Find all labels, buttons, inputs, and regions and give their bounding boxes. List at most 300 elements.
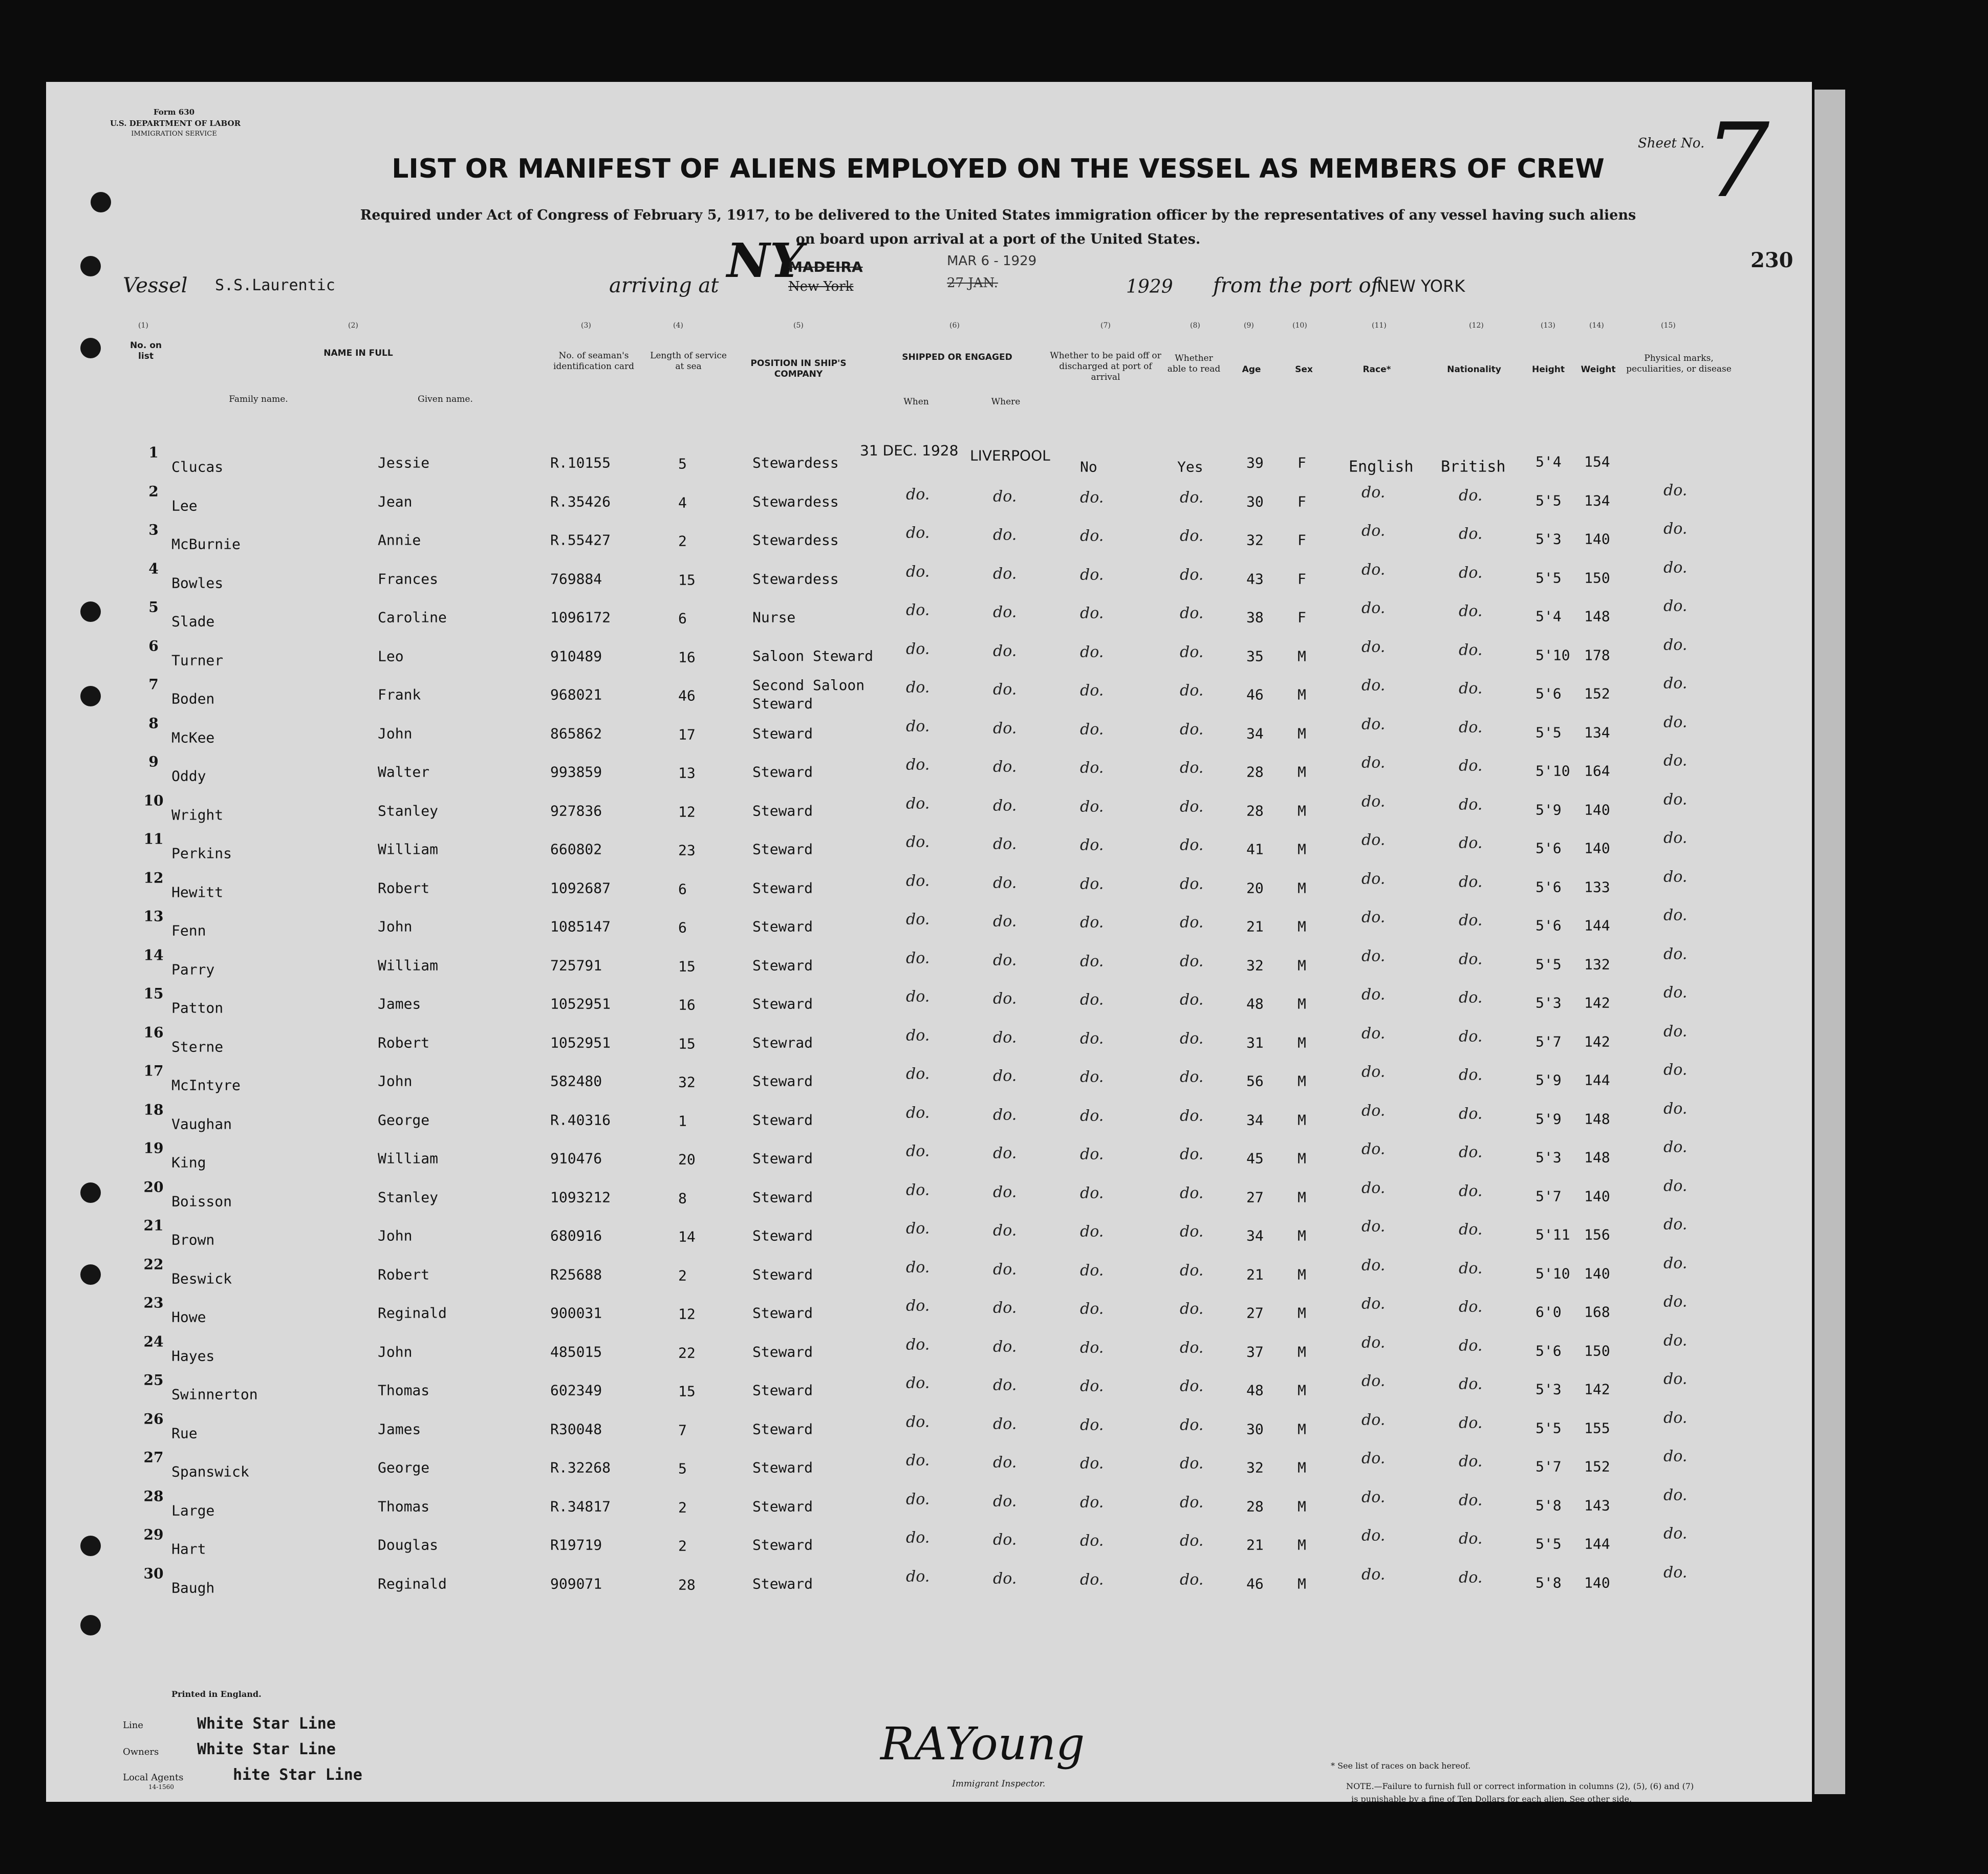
ditto-when: do. bbox=[906, 640, 930, 658]
weight: 142 bbox=[1584, 1033, 1610, 1050]
ditto-when: do. bbox=[906, 949, 930, 967]
row-number: 24 bbox=[143, 1333, 164, 1350]
weight: 140 bbox=[1584, 1574, 1610, 1591]
ditto-where: do. bbox=[993, 487, 1017, 505]
ditto-race: do. bbox=[1362, 753, 1386, 772]
ditto-when: do. bbox=[906, 833, 930, 851]
position-in-company: Saloon Steward bbox=[752, 647, 874, 664]
height: 5'5 bbox=[1536, 724, 1562, 741]
height: 5'10 bbox=[1536, 647, 1570, 663]
height: 5'8 bbox=[1536, 1574, 1562, 1591]
ditto-race: do. bbox=[1362, 1333, 1386, 1351]
family-name: McKee bbox=[171, 729, 215, 746]
ditto-nationality: do. bbox=[1459, 1375, 1483, 1393]
height: 5'11 bbox=[1536, 1226, 1570, 1243]
age: 48 bbox=[1246, 995, 1264, 1013]
arriving-label: arriving at bbox=[609, 274, 719, 297]
ditto-where: do. bbox=[993, 680, 1017, 699]
punch-hole bbox=[80, 1615, 101, 1635]
family-name: Bowles bbox=[171, 574, 224, 591]
weight: 144 bbox=[1584, 1535, 1610, 1553]
height: 5'3 bbox=[1536, 1149, 1562, 1166]
ditto-race: do. bbox=[1362, 1526, 1386, 1545]
family-name: Rue bbox=[171, 1425, 198, 1441]
weight: 155 bbox=[1584, 1419, 1610, 1436]
family-name: Lee bbox=[171, 497, 198, 514]
ditto-nationality: do. bbox=[1459, 486, 1483, 504]
ditto-read: do. bbox=[1180, 1029, 1204, 1047]
family-name: McIntyre bbox=[171, 1076, 241, 1094]
sex: F bbox=[1298, 570, 1306, 587]
col-num: (5) bbox=[793, 321, 804, 330]
ditto-where: do. bbox=[993, 719, 1017, 737]
row-number: 6 bbox=[148, 637, 159, 654]
ditto-when: do. bbox=[906, 756, 930, 774]
ditto-when: do. bbox=[906, 872, 930, 890]
given-name: Stanley bbox=[378, 802, 439, 819]
length-of-service: 2 bbox=[678, 1267, 687, 1284]
id-card-number: 1085147 bbox=[550, 918, 611, 935]
ditto-physical-marks: do. bbox=[1663, 1409, 1688, 1427]
ditto-when: do. bbox=[906, 524, 930, 542]
id-card-number: 1052951 bbox=[550, 1034, 611, 1051]
ditto-race: do. bbox=[1362, 1411, 1386, 1429]
given-name: Douglas bbox=[378, 1536, 439, 1554]
weight: 148 bbox=[1584, 608, 1610, 625]
arriving-struck-madeira: MADEIRA bbox=[788, 259, 863, 275]
ditto-paid-off: do. bbox=[1080, 798, 1104, 815]
position-in-company: Stewardess bbox=[752, 454, 839, 471]
row-number: 9 bbox=[148, 753, 159, 770]
given-name: Leo bbox=[378, 648, 404, 664]
punch-hole bbox=[80, 1536, 101, 1556]
row1-where: LIVERPOOL bbox=[970, 447, 1050, 464]
row-number: 22 bbox=[143, 1256, 164, 1273]
position-in-company: Steward bbox=[752, 1382, 813, 1399]
length-of-service: 2 bbox=[678, 1537, 687, 1555]
id-card-number: 1096172 bbox=[550, 609, 611, 626]
sex: M bbox=[1298, 1304, 1306, 1322]
ditto-when: do. bbox=[906, 1219, 930, 1238]
family-name: Boden bbox=[171, 690, 215, 707]
sex: M bbox=[1298, 1227, 1306, 1244]
id-card-number: 910489 bbox=[550, 648, 602, 664]
header-age: Age bbox=[1242, 364, 1261, 375]
length-of-service: 5 bbox=[678, 1460, 687, 1477]
weight: 134 bbox=[1584, 492, 1610, 509]
from-port-label: from the port of bbox=[1213, 274, 1379, 297]
length-of-service: 12 bbox=[678, 1305, 696, 1323]
ditto-read: do. bbox=[1180, 1570, 1204, 1588]
ditto-where: do. bbox=[993, 1299, 1017, 1317]
col-num: (9) bbox=[1244, 321, 1254, 330]
header-family-name: Family name. bbox=[229, 394, 288, 404]
given-name: Reginald bbox=[378, 1304, 447, 1322]
ditto-read: do. bbox=[1180, 1261, 1204, 1279]
height: 5'3 bbox=[1536, 1381, 1562, 1398]
ditto-race: do. bbox=[1362, 1256, 1386, 1274]
age: 56 bbox=[1246, 1072, 1264, 1090]
id-card-number: 725791 bbox=[550, 957, 602, 974]
position-in-company: Steward bbox=[752, 841, 813, 858]
weight: 152 bbox=[1584, 1458, 1610, 1475]
id-card-number: R.32268 bbox=[550, 1459, 611, 1476]
length-of-service: 1 bbox=[678, 1112, 687, 1129]
weight: 150 bbox=[1584, 569, 1610, 586]
family-name: Fenn bbox=[171, 922, 206, 939]
sex: M bbox=[1298, 1382, 1306, 1399]
position-in-company: Steward bbox=[752, 879, 813, 896]
family-name: Large bbox=[171, 1502, 215, 1519]
row1-race: English bbox=[1349, 458, 1414, 476]
row-number: 15 bbox=[143, 985, 164, 1002]
ditto-physical-marks: do. bbox=[1663, 520, 1688, 538]
row1-read: Yes bbox=[1177, 458, 1203, 476]
ditto-paid-off: do. bbox=[1080, 1570, 1104, 1588]
age: 28 bbox=[1246, 1498, 1264, 1515]
sex: M bbox=[1298, 879, 1306, 896]
races-note: * See list of races on back hereof. bbox=[1331, 1761, 1471, 1771]
col-num: (13) bbox=[1541, 321, 1555, 330]
id-card-number: 602349 bbox=[550, 1382, 602, 1399]
ditto-physical-marks: do. bbox=[1663, 1486, 1688, 1504]
ditto-where: do. bbox=[993, 1221, 1017, 1240]
form-title: LIST OR MANIFEST OF ALIENS EMPLOYED ON THE VESSEL AS MEMBERS OF CREW bbox=[392, 154, 1605, 184]
arriving-struck-newyork: New York bbox=[788, 279, 854, 294]
ditto-nationality: do. bbox=[1459, 1182, 1483, 1200]
header-weight: Weight bbox=[1581, 364, 1616, 375]
length-of-service: 8 bbox=[678, 1190, 687, 1207]
length-of-service: 7 bbox=[678, 1421, 687, 1438]
length-of-service: 16 bbox=[678, 649, 696, 665]
age: 28 bbox=[1246, 763, 1264, 781]
weight: 142 bbox=[1584, 1381, 1610, 1398]
given-name: Jean bbox=[378, 493, 413, 510]
given-name: Robert bbox=[378, 1034, 430, 1051]
ditto-race: do. bbox=[1362, 870, 1386, 888]
position-in-company: Steward bbox=[752, 1575, 813, 1592]
sex: F bbox=[1298, 609, 1306, 626]
weight: 150 bbox=[1584, 1342, 1610, 1359]
ditto-physical-marks: do. bbox=[1663, 481, 1688, 499]
ditto-physical-marks: do. bbox=[1663, 713, 1688, 731]
date-stamp: MAR 6 - 1929 bbox=[947, 253, 1037, 269]
height: 5'9 bbox=[1536, 801, 1562, 818]
ditto-when: do. bbox=[906, 1490, 930, 1508]
length-of-service: 23 bbox=[678, 842, 696, 859]
length-of-service: 6 bbox=[678, 880, 687, 897]
given-name: Jessie bbox=[378, 454, 430, 471]
row-number: 1 bbox=[148, 444, 159, 461]
service-label: IMMIGRATION SERVICE bbox=[131, 130, 217, 138]
ditto-read: do. bbox=[1180, 643, 1204, 661]
ditto-paid-off: do. bbox=[1080, 604, 1104, 622]
age: 21 bbox=[1246, 1266, 1264, 1283]
ditto-physical-marks: do. bbox=[1663, 558, 1688, 576]
height: 5'6 bbox=[1536, 1342, 1562, 1359]
ditto-where: do. bbox=[993, 1453, 1017, 1472]
ditto-read: do. bbox=[1180, 798, 1204, 815]
height: 5'4 bbox=[1536, 608, 1562, 625]
id-card-number: 1093212 bbox=[550, 1189, 611, 1205]
line-value: White Star Line bbox=[197, 1715, 336, 1733]
given-name: John bbox=[378, 1227, 413, 1244]
given-name: George bbox=[378, 1459, 430, 1476]
id-card-number: R.10155 bbox=[550, 454, 611, 471]
weight: 148 bbox=[1584, 1110, 1610, 1127]
ditto-when: do. bbox=[906, 717, 930, 735]
id-card-number: 582480 bbox=[550, 1072, 602, 1090]
ditto-when: do. bbox=[906, 1142, 930, 1160]
sex: M bbox=[1298, 725, 1306, 742]
given-name: Annie bbox=[378, 531, 421, 549]
ditto-paid-off: do. bbox=[1080, 643, 1104, 661]
row-number: 26 bbox=[143, 1410, 164, 1427]
id-card-number: R30048 bbox=[550, 1420, 602, 1437]
ditto-paid-off: do. bbox=[1080, 1377, 1104, 1395]
ditto-paid-off: do. bbox=[1080, 566, 1104, 584]
ditto-nationality: do. bbox=[1459, 757, 1483, 775]
inspector-label: Immigrant Inspector. bbox=[952, 1779, 1046, 1789]
family-name: Turner bbox=[171, 652, 224, 669]
ditto-race: do. bbox=[1362, 792, 1386, 810]
position-in-company: Steward bbox=[752, 1420, 813, 1437]
age: 43 bbox=[1246, 570, 1264, 587]
position-in-company: Stewrad bbox=[752, 1034, 813, 1051]
ditto-nationality: do. bbox=[1459, 1491, 1483, 1509]
vessel-name: S.S.Laurentic bbox=[215, 276, 335, 294]
id-card-number: 927836 bbox=[550, 802, 602, 819]
ditto-when: do. bbox=[906, 987, 930, 1006]
ditto-when: do. bbox=[906, 1297, 930, 1315]
sex: M bbox=[1298, 763, 1306, 781]
family-name: Boisson bbox=[171, 1193, 232, 1210]
date-struck: 27 JAN. bbox=[947, 275, 998, 291]
sex: F bbox=[1298, 454, 1306, 471]
position-in-company: Steward bbox=[752, 1189, 813, 1205]
header-shipped-engaged: SHIPPED OR ENGAGED bbox=[902, 352, 1012, 362]
age: 37 bbox=[1246, 1343, 1264, 1360]
age: 21 bbox=[1246, 918, 1264, 935]
ditto-where: do. bbox=[993, 1260, 1017, 1278]
row-number: 10 bbox=[143, 792, 164, 809]
ditto-race: do. bbox=[1362, 1217, 1386, 1236]
given-name: John bbox=[378, 918, 413, 935]
length-of-service: 17 bbox=[678, 726, 696, 743]
ditto-where: do. bbox=[993, 1067, 1017, 1085]
ditto-race: do. bbox=[1362, 947, 1386, 965]
length-of-service: 6 bbox=[678, 919, 687, 936]
fine-note-line1: NOTE.—Failure to furnish full or correct information in columns (2), (5), (6) and (7) bbox=[1346, 1781, 1694, 1791]
weight: 140 bbox=[1584, 801, 1610, 818]
id-card-number: R25688 bbox=[550, 1266, 602, 1283]
age: 28 bbox=[1246, 802, 1264, 819]
ditto-physical-marks: do. bbox=[1663, 1293, 1688, 1311]
ditto-nationality: do. bbox=[1459, 988, 1483, 1007]
ditto-paid-off: do. bbox=[1080, 913, 1104, 932]
ditto-when: do. bbox=[906, 1181, 930, 1199]
row-number: 16 bbox=[143, 1024, 164, 1041]
header-id-card: No. of seaman's identification card bbox=[553, 351, 635, 372]
id-card-number: R.55427 bbox=[550, 531, 611, 549]
given-name: William bbox=[378, 841, 439, 858]
length-of-service: 16 bbox=[678, 996, 696, 1014]
ditto-nationality: do. bbox=[1459, 718, 1483, 736]
ditto-when: do. bbox=[906, 1413, 930, 1431]
id-card-number: R.40316 bbox=[550, 1111, 611, 1128]
row-number: 3 bbox=[148, 521, 159, 538]
ditto-where: do. bbox=[993, 642, 1017, 660]
owners-value: White Star Line bbox=[197, 1740, 336, 1758]
ditto-physical-marks: do. bbox=[1663, 945, 1688, 963]
ditto-where: do. bbox=[993, 758, 1017, 776]
ditto-read: do. bbox=[1180, 836, 1204, 854]
ditto-when: do. bbox=[906, 1026, 930, 1044]
punch-hole bbox=[80, 1182, 101, 1203]
ditto-read: do. bbox=[1180, 488, 1204, 506]
height: 5'9 bbox=[1536, 1110, 1562, 1127]
ditto-physical-marks: do. bbox=[1663, 751, 1688, 770]
ditto-read: do. bbox=[1180, 1454, 1204, 1473]
ditto-paid-off: do. bbox=[1080, 759, 1104, 777]
ditto-read: do. bbox=[1180, 1416, 1204, 1434]
family-name: Beswick bbox=[171, 1270, 232, 1287]
sex: M bbox=[1298, 648, 1306, 664]
row-number: 21 bbox=[143, 1217, 164, 1234]
ditto-nationality: do. bbox=[1459, 679, 1483, 698]
age: 41 bbox=[1246, 841, 1264, 858]
position-in-company: Steward bbox=[752, 1536, 813, 1554]
position-in-company: Steward bbox=[752, 1150, 813, 1167]
col-num: (7) bbox=[1100, 321, 1111, 330]
ditto-read: do. bbox=[1180, 1107, 1204, 1125]
row-number: 5 bbox=[148, 598, 159, 616]
given-name: James bbox=[378, 1420, 421, 1437]
ditto-physical-marks: do. bbox=[1663, 790, 1688, 808]
length-of-service: 2 bbox=[678, 532, 687, 550]
ditto-paid-off: do. bbox=[1080, 875, 1104, 893]
given-name: Frances bbox=[378, 570, 439, 587]
row1-paid-off: No bbox=[1080, 458, 1097, 476]
ditto-race: do. bbox=[1362, 1295, 1386, 1313]
id-card-number: 769884 bbox=[550, 570, 602, 587]
id-card-number: 1052951 bbox=[550, 995, 611, 1013]
sex: M bbox=[1298, 802, 1306, 819]
ditto-where: do. bbox=[993, 1492, 1017, 1510]
ditto-nationality: do. bbox=[1459, 641, 1483, 659]
ditto-race: do. bbox=[1362, 1024, 1386, 1042]
length-of-service: 20 bbox=[678, 1151, 696, 1168]
ditto-nationality: do. bbox=[1459, 1452, 1483, 1471]
ditto-where: do. bbox=[993, 1144, 1017, 1162]
length-of-service: 32 bbox=[678, 1073, 696, 1091]
ditto-physical-marks: do. bbox=[1663, 1138, 1688, 1156]
row-number: 13 bbox=[143, 908, 164, 925]
ditto-where: do. bbox=[993, 565, 1017, 583]
position-in-company: Steward bbox=[752, 763, 813, 781]
given-name: Stanley bbox=[378, 1189, 439, 1205]
ditto-nationality: do. bbox=[1459, 1105, 1483, 1123]
weight: 144 bbox=[1584, 1071, 1610, 1089]
length-of-service: 14 bbox=[678, 1228, 696, 1245]
ditto-paid-off: do. bbox=[1080, 1339, 1104, 1356]
sex: F bbox=[1298, 531, 1306, 549]
ditto-paid-off: do. bbox=[1080, 1068, 1104, 1086]
ditto-nationality: do. bbox=[1459, 1298, 1483, 1316]
header-sex: Sex bbox=[1295, 364, 1313, 375]
header-able-to-read: Whether able to read bbox=[1167, 353, 1221, 374]
ditto-paid-off: do. bbox=[1080, 681, 1104, 700]
age: 20 bbox=[1246, 879, 1264, 896]
ditto-read: do. bbox=[1180, 527, 1204, 545]
age: 34 bbox=[1246, 1111, 1264, 1128]
line-label: Line bbox=[123, 1720, 143, 1731]
ditto-where: do. bbox=[993, 951, 1017, 969]
header-where: Where bbox=[991, 397, 1021, 407]
position-in-company: Steward bbox=[752, 957, 813, 974]
sex: M bbox=[1298, 1266, 1306, 1283]
given-name: Thomas bbox=[378, 1382, 430, 1399]
weight: 152 bbox=[1584, 685, 1610, 702]
header-length-service: Length of service at sea bbox=[650, 351, 727, 372]
given-name: John bbox=[378, 725, 413, 742]
ditto-paid-off: do. bbox=[1080, 488, 1104, 506]
position-in-company: Stewardess bbox=[752, 570, 839, 587]
row-number: 2 bbox=[148, 483, 159, 500]
age: 32 bbox=[1246, 957, 1264, 974]
ditto-read: do. bbox=[1180, 913, 1204, 932]
ditto-where: do. bbox=[993, 1569, 1017, 1587]
ditto-when: do. bbox=[906, 910, 930, 929]
row-number: 8 bbox=[148, 715, 159, 731]
position-in-company: Steward bbox=[752, 1343, 813, 1360]
ditto-physical-marks: do. bbox=[1663, 1447, 1688, 1466]
ditto-race: do. bbox=[1362, 638, 1386, 656]
family-name: Perkins bbox=[171, 845, 232, 862]
ditto-read: do. bbox=[1180, 952, 1204, 970]
ditto-paid-off: do. bbox=[1080, 1454, 1104, 1473]
row1-nationality: British bbox=[1441, 458, 1506, 476]
ditto-when: do. bbox=[906, 563, 930, 580]
position-in-company: Stewardess bbox=[752, 531, 839, 549]
family-name: Clucas bbox=[171, 458, 224, 476]
ditto-nationality: do. bbox=[1459, 602, 1483, 620]
ditto-nationality: do. bbox=[1459, 950, 1483, 968]
ditto-paid-off: do. bbox=[1080, 1300, 1104, 1318]
ditto-paid-off: do. bbox=[1080, 990, 1104, 1009]
ditto-race: do. bbox=[1362, 522, 1386, 540]
col-num: (8) bbox=[1190, 321, 1200, 330]
ditto-paid-off: do. bbox=[1080, 1261, 1104, 1279]
ditto-paid-off: do. bbox=[1080, 952, 1104, 970]
id-card-number: 900031 bbox=[550, 1304, 602, 1322]
position-in-company: Steward bbox=[752, 725, 813, 742]
col-num: (1) bbox=[138, 321, 148, 330]
vessel-label: Vessel bbox=[123, 274, 188, 297]
id-card-number: R.34817 bbox=[550, 1498, 611, 1515]
id-card-number: R.35426 bbox=[550, 493, 611, 510]
age: 27 bbox=[1246, 1189, 1264, 1205]
ditto-when: do. bbox=[906, 678, 930, 697]
ditto-physical-marks: do. bbox=[1663, 674, 1688, 693]
ditto-read: do. bbox=[1180, 604, 1204, 622]
sex: M bbox=[1298, 1034, 1306, 1051]
age: 30 bbox=[1246, 493, 1264, 510]
row1-when: 31 DEC. 1928 bbox=[860, 442, 959, 459]
col-num: (2) bbox=[348, 321, 358, 330]
length-of-service: 22 bbox=[678, 1344, 696, 1361]
ditto-paid-off: do. bbox=[1080, 836, 1104, 854]
